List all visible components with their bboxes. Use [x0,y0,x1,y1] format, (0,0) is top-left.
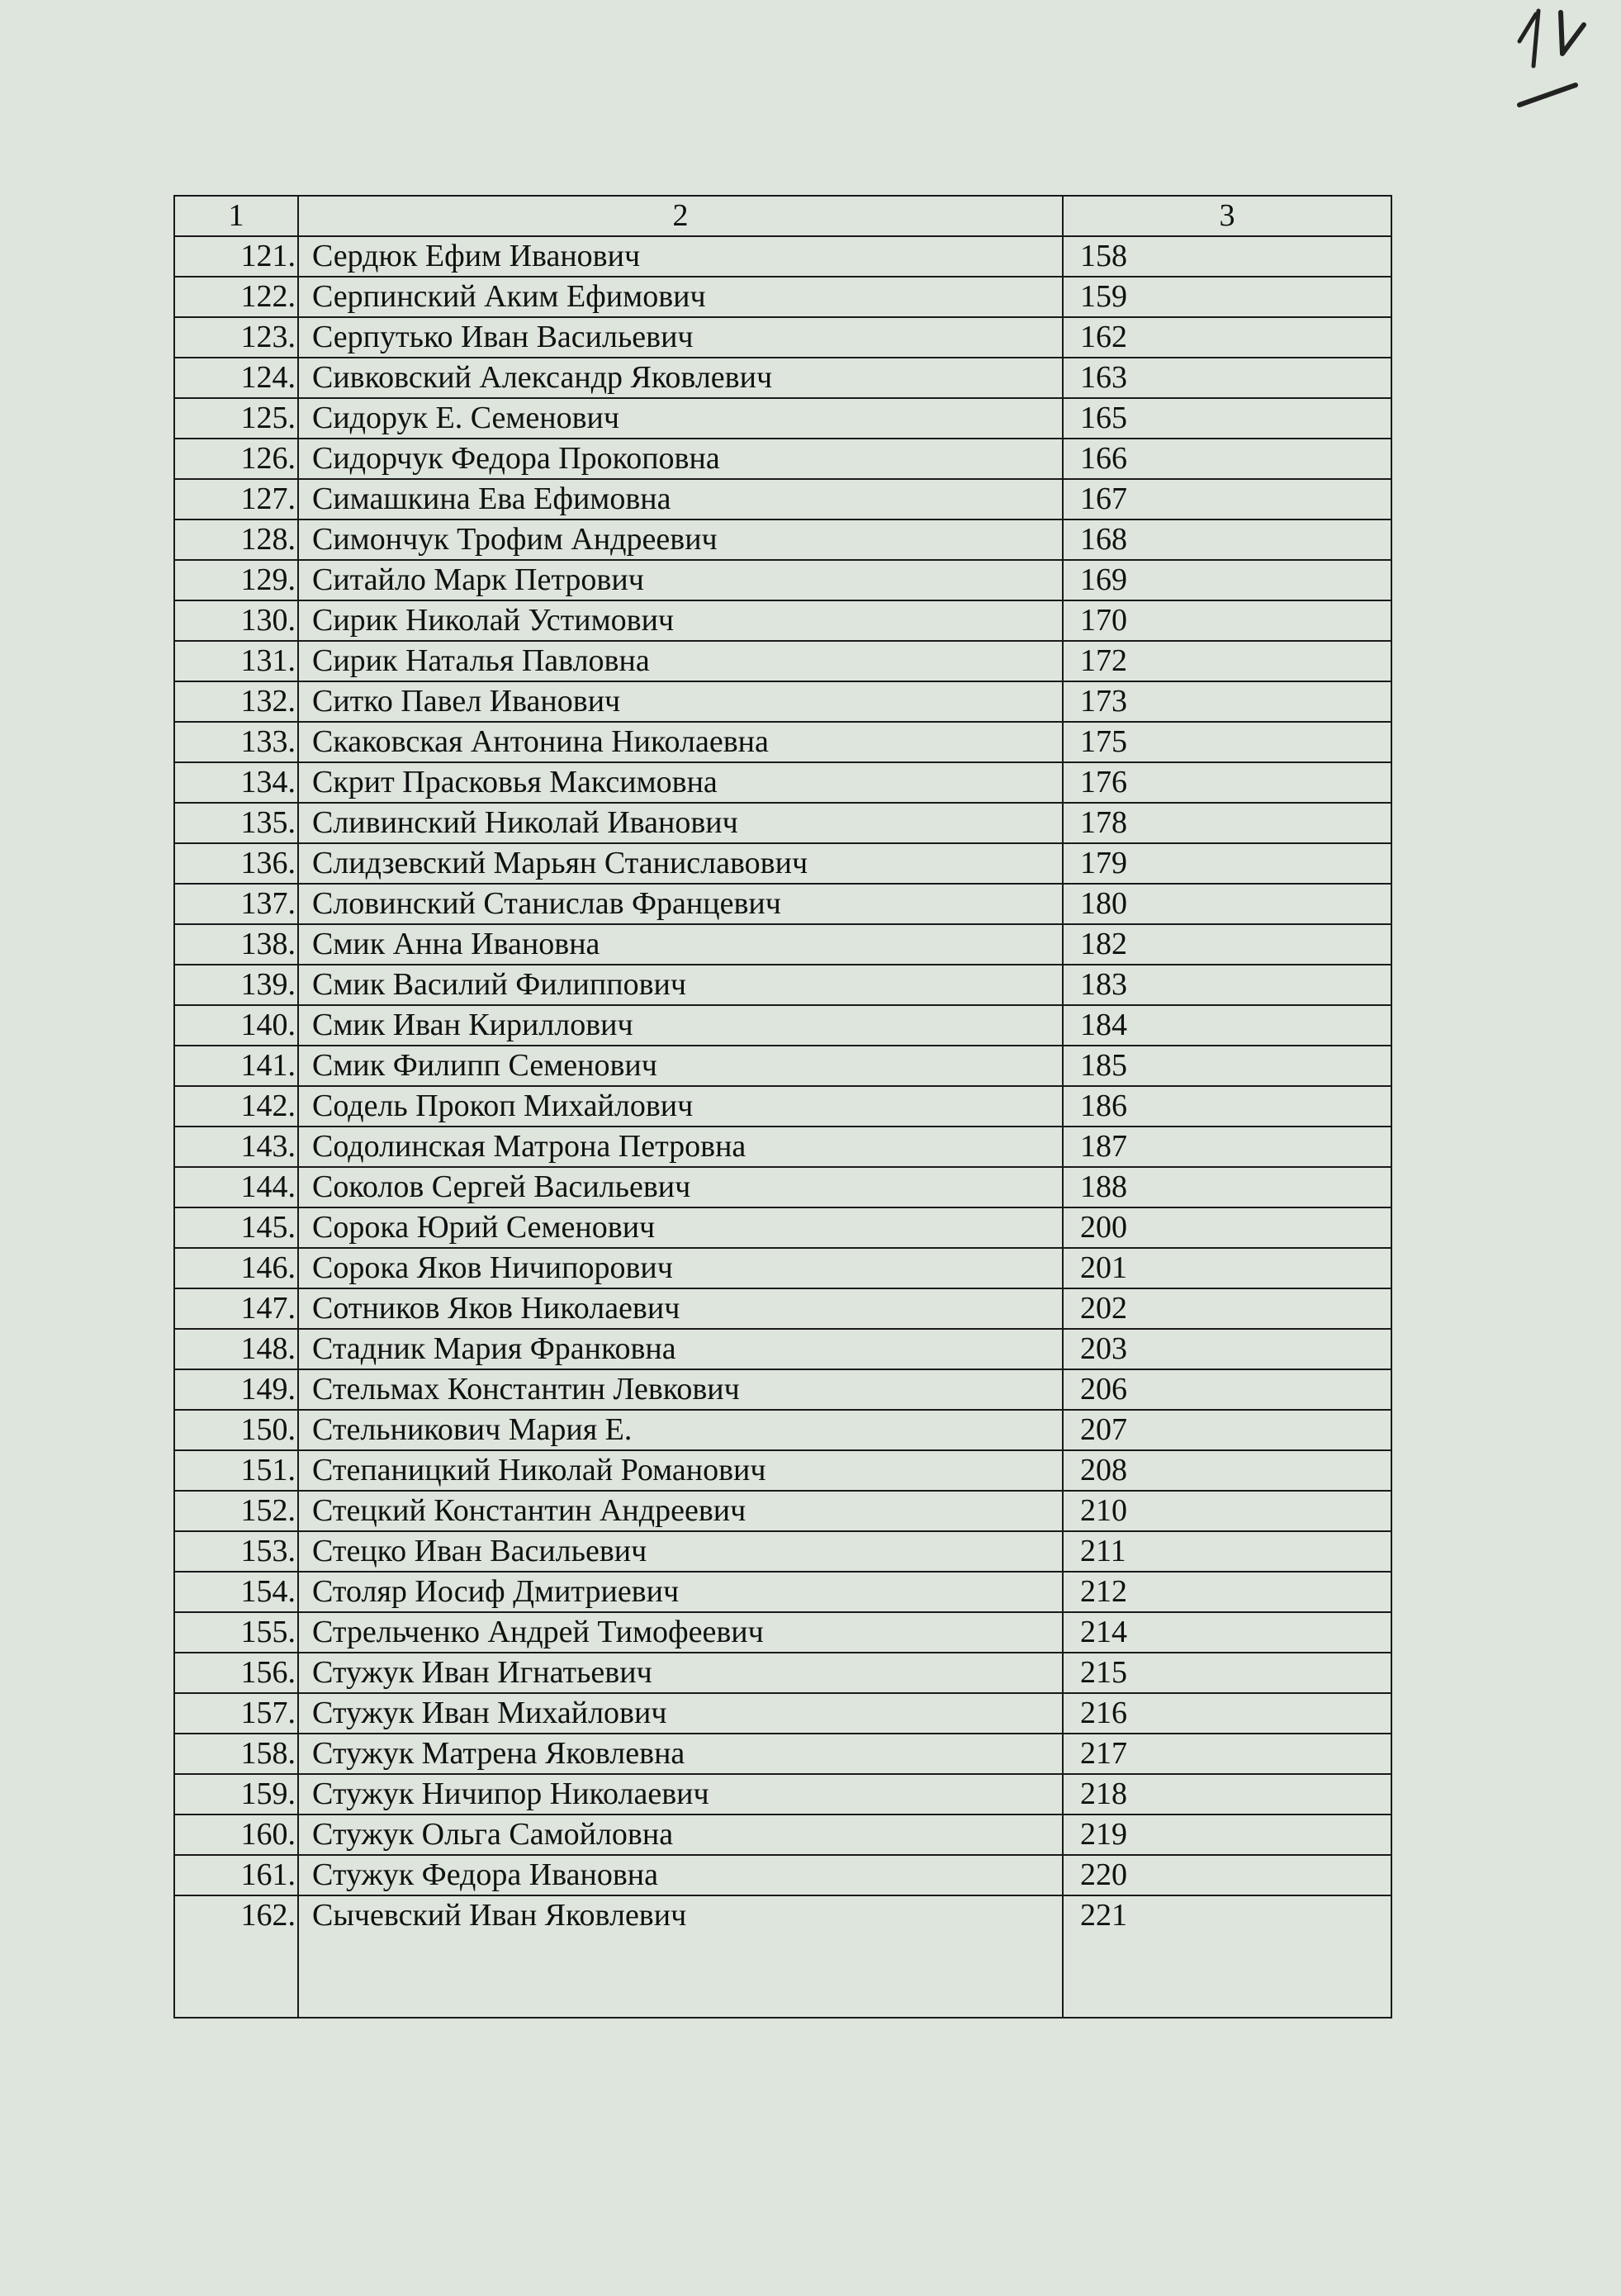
person-name: Стужук Иван Михайлович [298,1693,1063,1734]
page-number: 180 [1063,884,1391,924]
table-row [174,1046,1391,1086]
person-name: Смик Филипп Семенович [298,1046,1063,1086]
table-row [174,681,1391,722]
person-name: Сотников Яков Николаевич [298,1288,1063,1329]
page-number: 169 [1063,560,1391,600]
row-number: 151. [174,1450,298,1491]
person-name: Стрельченко Андрей Тимофеевич [298,1612,1063,1653]
person-name: Симашкина Ева Ефимовна [298,479,1063,519]
page-number: 212 [1063,1572,1391,1612]
page-number: 167 [1063,479,1391,519]
row-number: 136. [174,843,298,884]
page-number: 215 [1063,1653,1391,1693]
row-number: 127. [174,479,298,519]
table-row [174,519,1391,560]
page-number: 158 [1063,236,1391,277]
page-number: 176 [1063,762,1391,803]
table-row [174,1895,1391,2018]
page-number: 201 [1063,1248,1391,1288]
page-number: 207 [1063,1410,1391,1450]
person-name: Сирик Николай Устимович [298,600,1063,641]
row-number: 154. [174,1572,298,1612]
row-number: 147. [174,1288,298,1329]
table-row [174,1005,1391,1046]
person-name: Смик Василий Филиппович [298,965,1063,1005]
person-name: Стадник Мария Франковна [298,1329,1063,1369]
person-name: Сидорчук Федора Прокоповна [298,439,1063,479]
header-row [174,196,1391,236]
page-number: 208 [1063,1450,1391,1491]
table-row [174,1855,1391,1895]
page-number: 175 [1063,722,1391,762]
person-name: Столяр Иосиф Дмитриевич [298,1572,1063,1612]
table-row [174,1491,1391,1531]
page-number: 162 [1063,317,1391,358]
person-name: Симончук Трофим Андреевич [298,519,1063,560]
page-number: 173 [1063,681,1391,722]
person-name: Смик Иван Кириллович [298,1005,1063,1046]
table-row [174,1167,1391,1207]
row-number: 158. [174,1734,298,1774]
person-name: Скрит Прасковья Максимовна [298,762,1063,803]
page-number: 184 [1063,1005,1391,1046]
page-number: 210 [1063,1491,1391,1531]
table-row [174,398,1391,439]
row-number: 134. [174,762,298,803]
row-number: 160. [174,1815,298,1855]
person-name: Соколов Сергей Васильевич [298,1167,1063,1207]
page-number: 163 [1063,358,1391,398]
table-row [174,1531,1391,1572]
table-row [174,1369,1391,1410]
table-row [174,803,1391,843]
person-name: Стужук Иван Игнатьевич [298,1653,1063,1693]
person-name: Стужук Ничипор Николаевич [298,1774,1063,1815]
row-number: 149. [174,1369,298,1410]
page-number: 202 [1063,1288,1391,1329]
person-name: Сливинский Николай Иванович [298,803,1063,843]
table-row [174,236,1391,277]
header-col-3: 3 [1063,196,1391,236]
row-number: 153. [174,1531,298,1572]
table-row [174,1774,1391,1815]
table-row [174,1734,1391,1774]
table-row [174,1329,1391,1369]
page-number: 166 [1063,439,1391,479]
table-row [174,560,1391,600]
table-row [174,884,1391,924]
page-number: 170 [1063,600,1391,641]
table-row [174,479,1391,519]
row-number: 133. [174,722,298,762]
person-name: Стецко Иван Васильевич [298,1531,1063,1572]
row-number: 129. [174,560,298,600]
page-number: 179 [1063,843,1391,884]
page-number: 186 [1063,1086,1391,1127]
row-number: 137. [174,884,298,924]
person-name: Стужук Матрена Яковлевна [298,1734,1063,1774]
page-number: 219 [1063,1815,1391,1855]
handwritten-page-number [1486,4,1619,111]
row-number: 124. [174,358,298,398]
row-number: 132. [174,681,298,722]
person-name: Степаницкий Николай Романович [298,1450,1063,1491]
page-number: 214 [1063,1612,1391,1653]
person-name: Ситко Павел Иванович [298,681,1063,722]
row-number: 122. [174,277,298,317]
table-row [174,439,1391,479]
page-number: 168 [1063,519,1391,560]
header-col-1: 1 [174,196,298,236]
person-name: Стужук Ольга Самойловна [298,1815,1063,1855]
header-col-2: 2 [298,196,1063,236]
page-number: 188 [1063,1167,1391,1207]
person-name: Сорока Яков Ничипорович [298,1248,1063,1288]
row-number: 123. [174,317,298,358]
table-row [174,722,1391,762]
table-row [174,965,1391,1005]
person-name: Содолинская Матрона Петровна [298,1127,1063,1167]
page-number: 217 [1063,1734,1391,1774]
table-row [174,762,1391,803]
row-number: 155. [174,1612,298,1653]
page-number: 172 [1063,641,1391,681]
row-number: 138. [174,924,298,965]
table-row [174,924,1391,965]
page-number: 221 [1063,1895,1391,2018]
table-row [174,277,1391,317]
table-row [174,1207,1391,1248]
row-number: 150. [174,1410,298,1450]
table-row [174,600,1391,641]
table-row [174,1248,1391,1288]
row-number: 142. [174,1086,298,1127]
person-name: Стельмах Константин Левкович [298,1369,1063,1410]
row-number: 144. [174,1167,298,1207]
name-index-table [173,195,1392,2018]
page-number: 203 [1063,1329,1391,1369]
page-number: 187 [1063,1127,1391,1167]
page-number: 182 [1063,924,1391,965]
table-row [174,1450,1391,1491]
table-row [174,1653,1391,1693]
row-number: 157. [174,1693,298,1734]
page-number: 178 [1063,803,1391,843]
page-number: 211 [1063,1531,1391,1572]
row-number: 126. [174,439,298,479]
row-number: 143. [174,1127,298,1167]
person-name: Сердюк Ефим Иванович [298,236,1063,277]
page-number: 216 [1063,1693,1391,1734]
person-name: Серпинский Аким Ефимович [298,277,1063,317]
table-row [174,1127,1391,1167]
person-name: Слидзевский Марьян Станиславович [298,843,1063,884]
page-number: 218 [1063,1774,1391,1815]
page-number: 165 [1063,398,1391,439]
person-name: Сидорук Е. Семенович [298,398,1063,439]
person-name: Стужук Федора Ивановна [298,1855,1063,1895]
row-number: 148. [174,1329,298,1369]
page-number: 200 [1063,1207,1391,1248]
table-row [174,1693,1391,1734]
row-number: 145. [174,1207,298,1248]
row-number: 140. [174,1005,298,1046]
row-number: 131. [174,641,298,681]
table-row [174,843,1391,884]
person-name: Содель Прокоп Михайлович [298,1086,1063,1127]
row-number: 141. [174,1046,298,1086]
person-name: Словинский Станислав Францевич [298,884,1063,924]
person-name: Сирик Наталья Павловна [298,641,1063,681]
row-number: 156. [174,1653,298,1693]
row-number: 146. [174,1248,298,1288]
person-name: Сивковский Александр Яковлевич [298,358,1063,398]
person-name: Сычевский Иван Яковлевич [298,1895,1063,2018]
table-row [174,358,1391,398]
page-number: 206 [1063,1369,1391,1410]
table-row [174,317,1391,358]
row-number: 128. [174,519,298,560]
table-row [174,641,1391,681]
person-name: Смик Анна Ивановна [298,924,1063,965]
row-number: 125. [174,398,298,439]
table-row [174,1410,1391,1450]
page-number: 183 [1063,965,1391,1005]
person-name: Сорока Юрий Семенович [298,1207,1063,1248]
row-number: 162. [174,1895,298,2018]
row-number: 152. [174,1491,298,1531]
row-number: 159. [174,1774,298,1815]
page-number: 220 [1063,1855,1391,1895]
table-row [174,1815,1391,1855]
table-row [174,1572,1391,1612]
row-number: 139. [174,965,298,1005]
row-number: 130. [174,600,298,641]
row-number: 161. [174,1855,298,1895]
row-number: 121. [174,236,298,277]
table-row [174,1288,1391,1329]
person-name: Стецкий Константин Андреевич [298,1491,1063,1531]
person-name: Скаковская Антонина Николаевна [298,722,1063,762]
person-name: Ситайло Марк Петрович [298,560,1063,600]
person-name: Стельникович Мария Е. [298,1410,1063,1450]
table-row [174,1086,1391,1127]
page-number: 185 [1063,1046,1391,1086]
table-row [174,1612,1391,1653]
person-name: Серпутько Иван Васильевич [298,317,1063,358]
page-number: 159 [1063,277,1391,317]
row-number: 135. [174,803,298,843]
